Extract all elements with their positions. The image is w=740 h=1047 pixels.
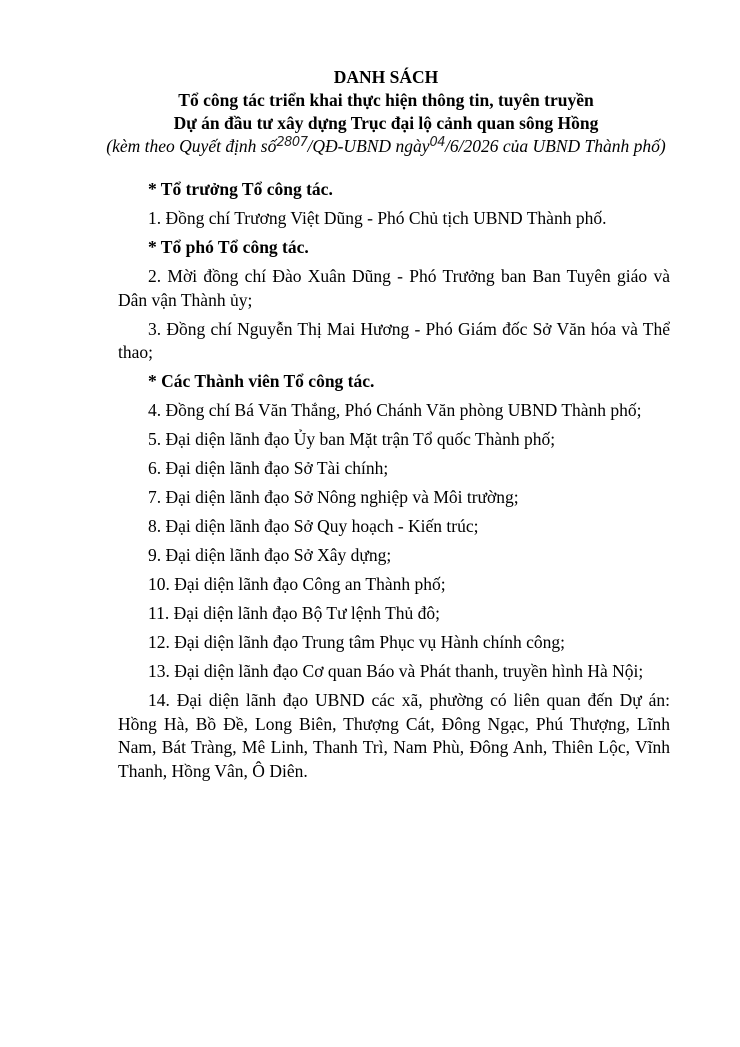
list-item: 2. Mời đồng chí Đào Xuân Dũng - Phó Trưởng ban Ban Tuyên giáo và Dân vận Thành ủy; — [118, 266, 670, 310]
list-item: 14. Đại diện lãnh đạo UBND các xã, phường có liên quan đến Dự án: Hồng Hà, Bồ Đề, Long Biên, Thượng Cát, Đông Ngạc, Phú Thượng, Lĩnh Nam, Bát Tràng, Mê Linh, Thanh Trì, Nam Phù, Đông Anh, Thiên Lộc, Vĩnh Thanh, Hồng Vân, Ô Diên. — [118, 690, 670, 781]
section-heading-members: * Các Thành viên Tổ công tác. — [148, 371, 375, 391]
list-item: 5. Đại diện lãnh đạo Ủy ban Mặt trận Tổ quốc Thành phố; — [148, 429, 556, 449]
list-item: 3. Đồng chí Nguyễn Thị Mai Hương - Phó Giám đốc Sở Văn hóa và Thể thao; — [118, 318, 670, 362]
document-header — [96, 66, 676, 160]
section-heading-deputy: * Tổ phó Tổ công tác. — [148, 237, 309, 257]
list-item: 8. Đại diện lãnh đạo Sở Quy hoạch - Kiến trúc; — [148, 516, 479, 536]
document-title: DANH SÁCH — [333, 67, 439, 87]
decision-prefix: (kèm theo Quyết định số — [106, 136, 277, 156]
list-item: 10. Đại diện lãnh đạo Công an Thành phố; — [148, 574, 446, 594]
list-item: 1. Đồng chí Trương Việt Dũng - Phó Chủ tịch UBND Thành phố. — [148, 208, 607, 228]
document-heading-line-2: Tổ công tác triển khai thực hiện thông tin, tuyên truyền — [178, 90, 594, 110]
decision-date-suffix: /6/2026 của UBND Thành phố) — [445, 136, 666, 156]
member-list — [118, 178, 670, 789]
decision-reference — [96, 135, 676, 160]
list-item: 4. Đồng chí Bá Văn Thắng, Phó Chánh Văn phòng UBND Thành phố; — [148, 400, 642, 420]
decision-day: 04 — [429, 135, 446, 150]
decision-code: /QĐ-UBND ngày — [307, 136, 430, 156]
list-item: 6. Đại diện lãnh đạo Sở Tài chính; — [148, 458, 389, 478]
document-heading-line-3: Dự án đầu tư xây dựng Trục đại lộ cảnh quan sông Hồng — [173, 113, 599, 133]
list-item: 9. Đại diện lãnh đạo Sở Xây dựng; — [148, 545, 392, 565]
list-item: 7. Đại diện lãnh đạo Sở Nông nghiệp và Môi trường; — [148, 487, 519, 507]
decision-number: 2807 — [276, 135, 308, 150]
section-heading-leader: * Tổ trưởng Tổ công tác. — [148, 179, 333, 199]
list-item: 12. Đại diện lãnh đạo Trung tâm Phục vụ Hành chính công; — [148, 632, 566, 652]
list-item: 11. Đại diện lãnh đạo Bộ Tư lệnh Thủ đô; — [148, 603, 441, 623]
list-item: 13. Đại diện lãnh đạo Cơ quan Báo và Phát thanh, truyền hình Hà Nội; — [148, 661, 644, 681]
